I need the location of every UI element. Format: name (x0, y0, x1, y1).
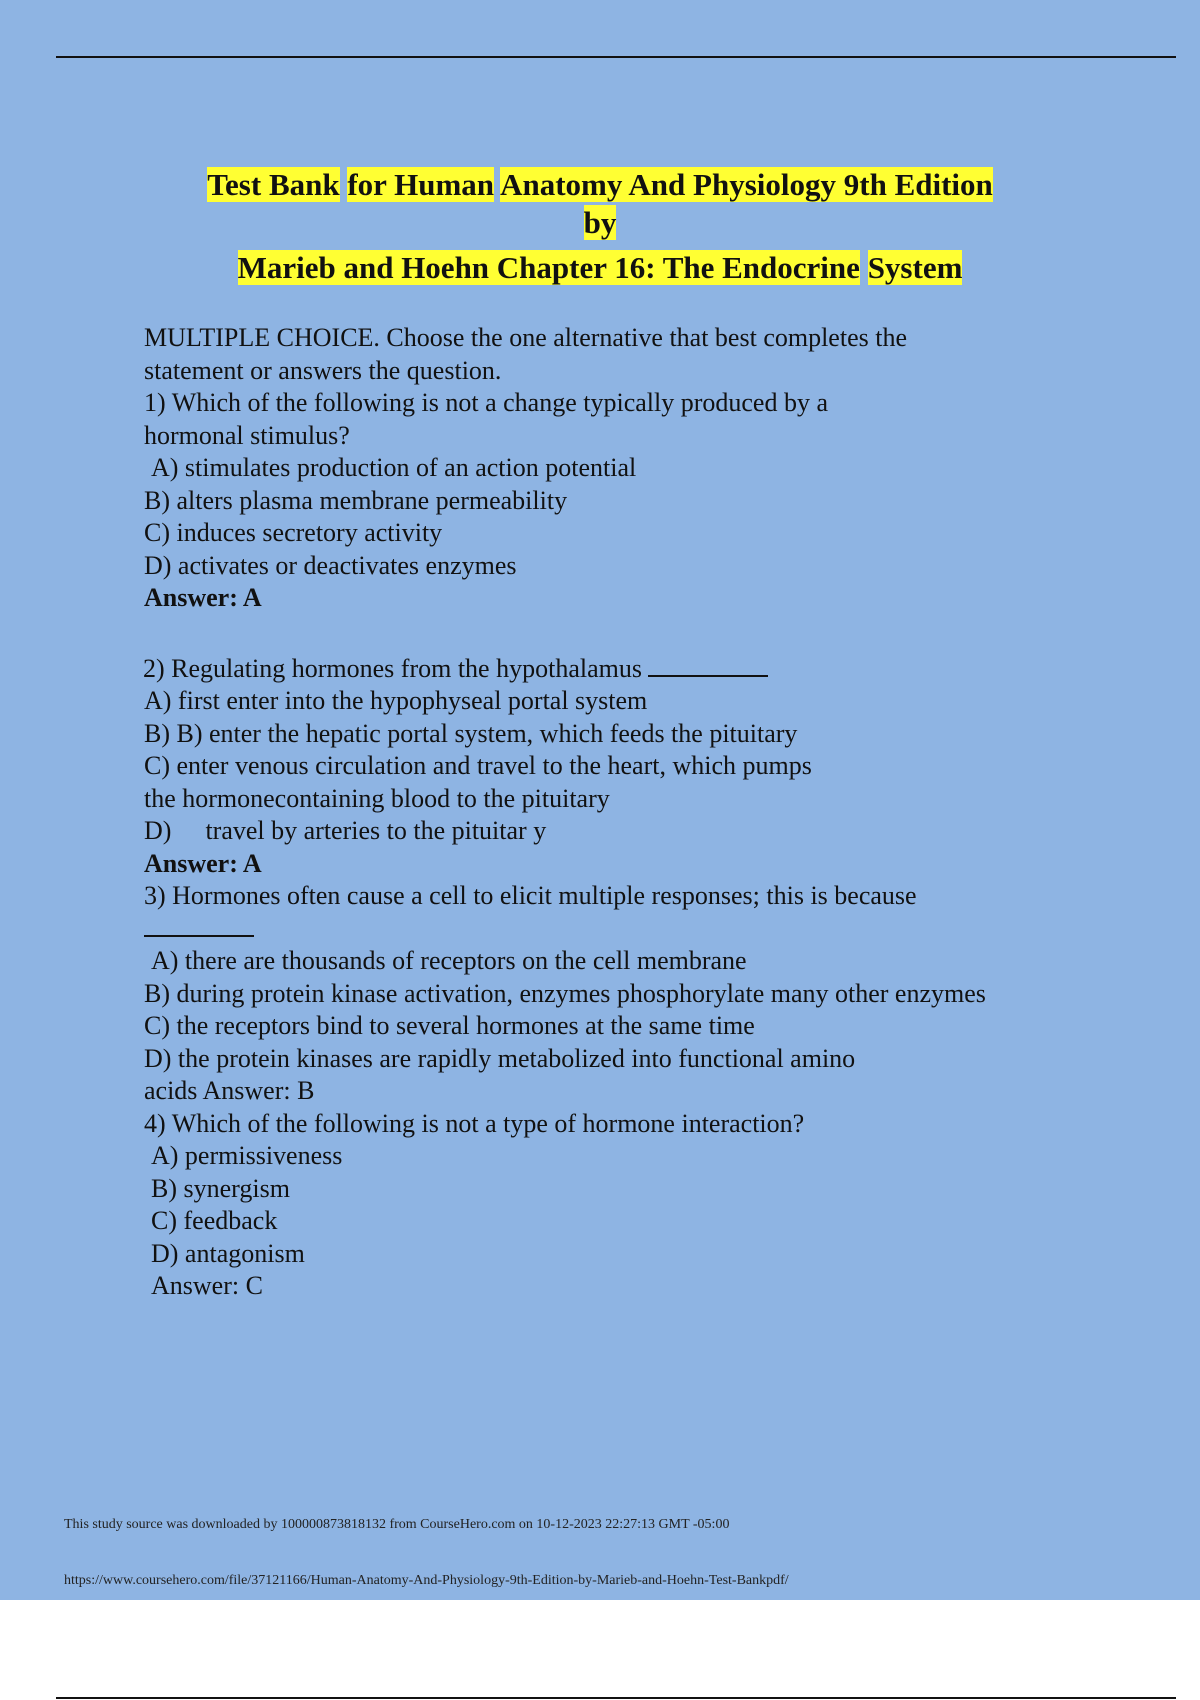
source-url[interactable]: https://www.coursehero.com/file/37121166/Human-Anatomy-And-Physiology-9th-Edition-by-Marieb-and-Hoehn-Test-Bankpdf/ (64, 1573, 789, 1588)
question-3-option: acids Answer: B (144, 1076, 315, 1105)
question-3-blank-line (144, 913, 1084, 946)
question-2-option-d (144, 815, 1084, 848)
question-2-stem (143, 653, 1084, 686)
question-1-option: C) induces secretory activity (144, 518, 443, 547)
question-4-option: A) permissiveness (151, 1141, 343, 1170)
title-line-2 (0, 204, 1200, 242)
question-1-stem: hormonal stimulus? (144, 420, 350, 450)
question-1-option: D) activates or deactivates enzymes (144, 550, 517, 580)
instructions-line: MULTIPLE CHOICE. Choose the one alternative that best completes the (144, 323, 907, 352)
title-part: Marieb and Hoehn Chapter 16: The Endocrine (237, 250, 860, 285)
question-3-option: B) during protein kinase activation, enzymes phosphorylate many other enzymes (144, 978, 986, 1008)
title-part: for Human (347, 167, 495, 202)
bottom-rule (56, 1697, 1176, 1699)
question-2-option: the hormonecontaining blood to the pituitary (144, 783, 610, 813)
question-2-stem-text: 2) Regulating hormones from the hypothalamus (143, 653, 642, 683)
top-rule (56, 56, 1176, 58)
title-part: Anatomy And Physiology 9th Edition (500, 167, 993, 202)
question-3-option: A) there are thousands of receptors on the cell membrane (151, 946, 747, 975)
question-2-option: A) first enter into the hypophyseal portal system (144, 686, 648, 715)
question-3-option: C) the receptors bind to several hormones at the same time (144, 1011, 755, 1040)
question-4-option: D) antagonism (151, 1238, 305, 1268)
title-part: System (867, 250, 963, 285)
question-4-option: C) feedback (151, 1206, 278, 1235)
answer-blank (648, 653, 768, 677)
question-2-option: C) enter venous circulation and travel to the heart, which pumps (144, 751, 812, 780)
question-1-answer: Answer: A (144, 583, 262, 612)
title-part: Test Bank (207, 167, 340, 202)
title-part: by (583, 205, 617, 240)
question-4-stem: 4) Which of the following is not a type of hormone interaction? (144, 1108, 805, 1138)
title-line-1 (0, 166, 1200, 204)
question-1-option: A) stimulates production of an action potential (151, 453, 637, 482)
question-3-stem: 3) Hormones often cause a cell to elicit multiple responses; this is because (144, 881, 917, 910)
question-2-option: B) B) enter the hepatic portal system, which feeds the pituitary (144, 718, 798, 748)
question-3-option: D) the protein kinases are rapidly metabolized into functional amino (144, 1043, 856, 1073)
download-note: This study source was downloaded by 100000873818132 from CourseHero.com on 10-12-2023 22:27:13 GMT -05:00 (64, 1517, 730, 1532)
question-1-stem: 1) Which of the following is not a change typically produced by a (144, 388, 828, 417)
option-text: travel by arteries to the pituitar y (205, 816, 547, 845)
spacer (144, 615, 1084, 653)
question-4-option: B) synergism (151, 1173, 290, 1203)
title-line-3 (0, 249, 1200, 287)
option-label: D) (144, 816, 172, 845)
question-2-answer: Answer: A (144, 848, 262, 878)
answer-blank (144, 927, 254, 937)
question-4-answer: Answer: C (151, 1271, 263, 1300)
question-body (144, 322, 1084, 1303)
question-1-option: B) alters plasma membrane permeability (144, 485, 568, 515)
instructions-line: statement or answers the question. (144, 355, 502, 385)
